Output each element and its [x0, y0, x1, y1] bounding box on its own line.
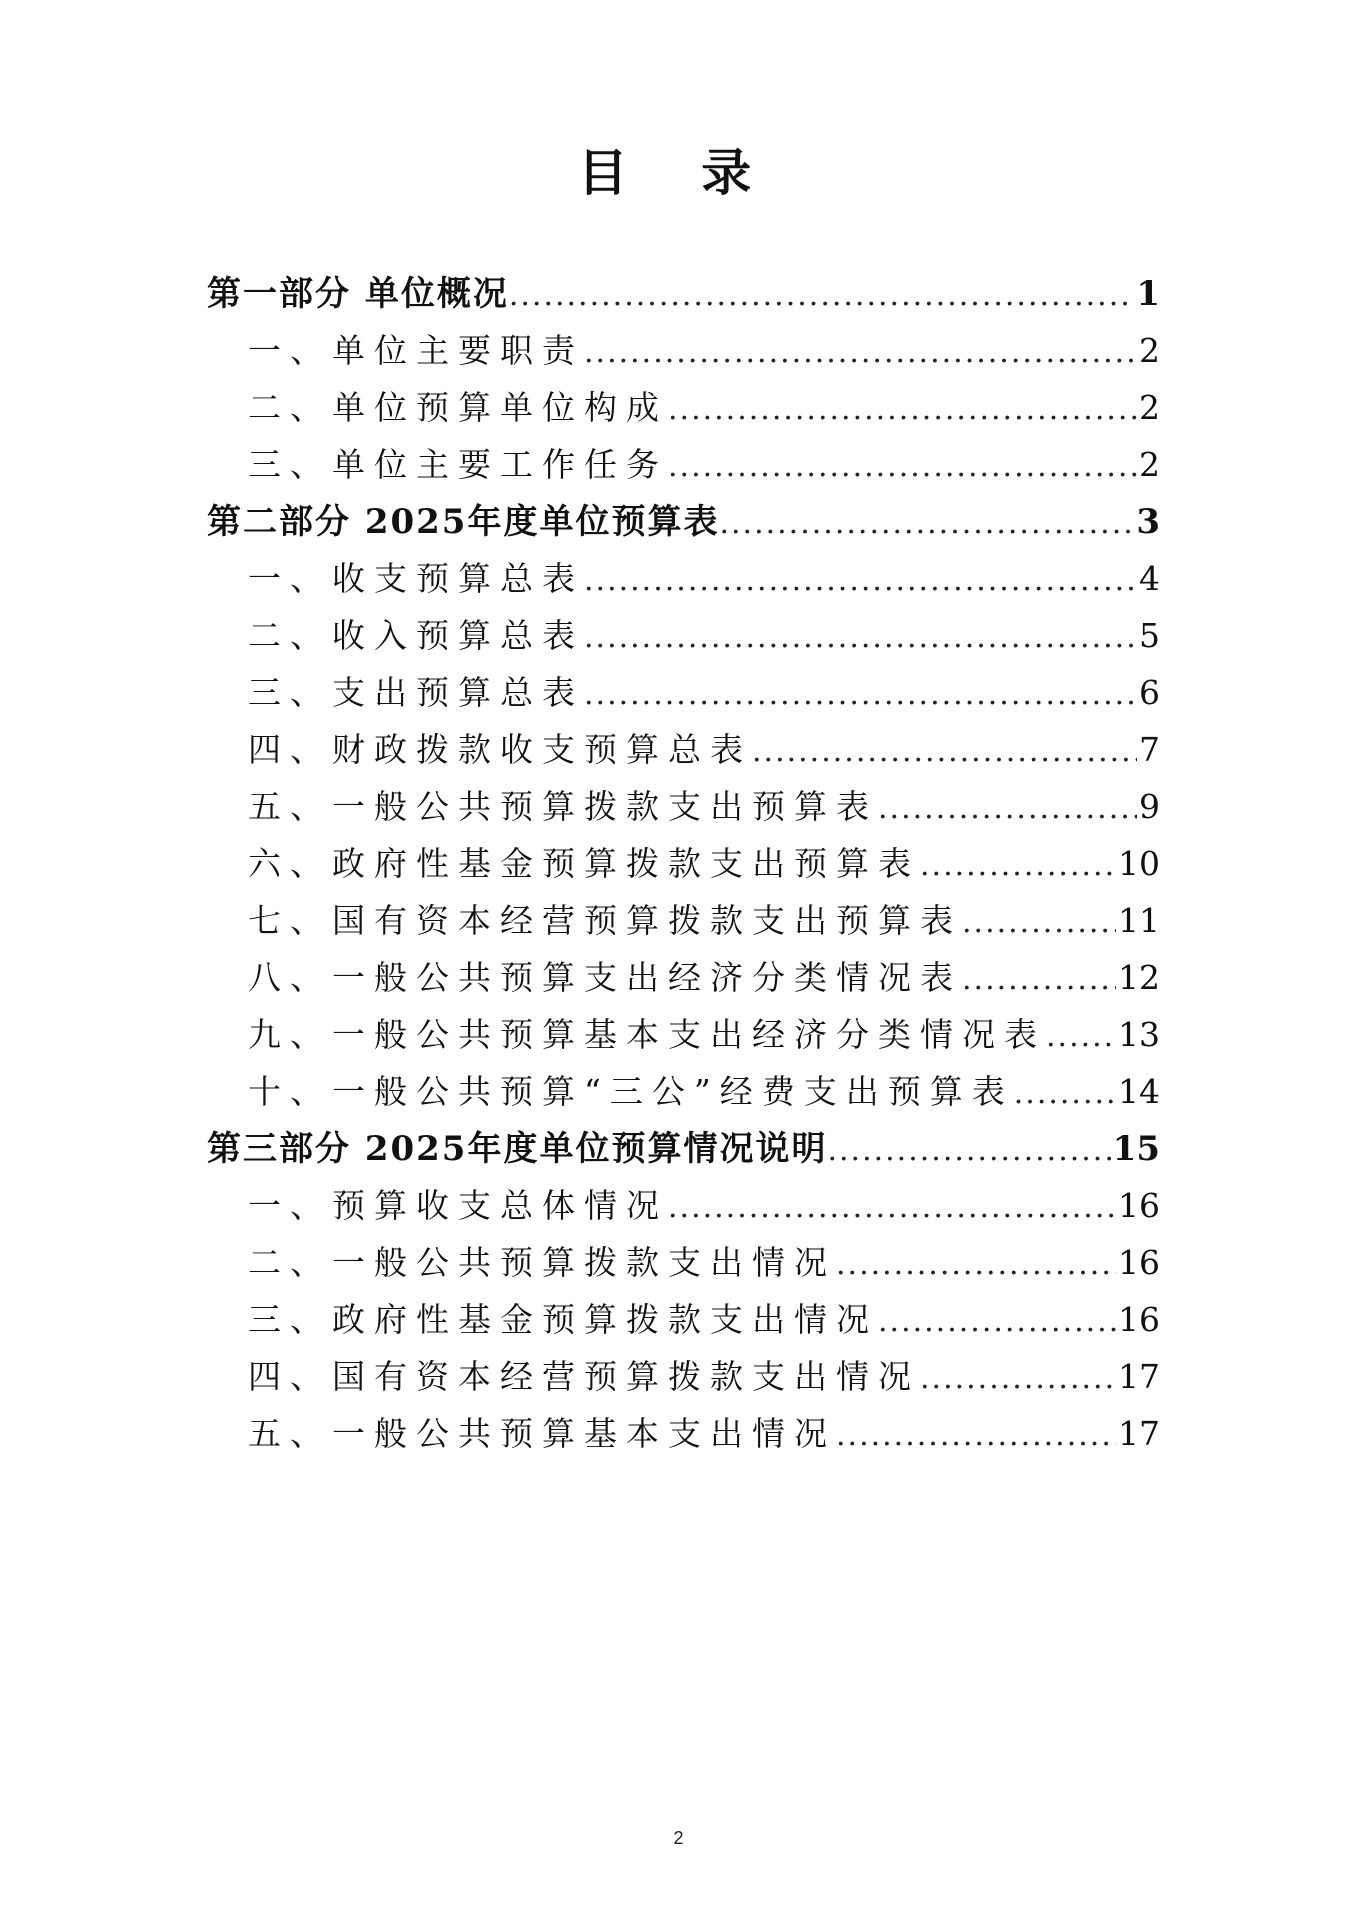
toc-entry-label: 十、一般公共预算“三公”经费支出预算表 [248, 1072, 1014, 1111]
toc-leader-dots [752, 724, 1137, 780]
toc-page-number: 3 [1136, 502, 1160, 542]
toc-item[interactable] [248, 551, 1160, 607]
toc-entry-label: 第二部分 2025年度单位预算表 [207, 502, 720, 542]
toc-leader-dots [668, 382, 1137, 438]
toc-page-number: 1 [1136, 274, 1160, 314]
toc-leader-dots [920, 838, 1116, 894]
toc-entry-label: 四、国有资本经营预算拨款支出情况 [248, 1357, 920, 1396]
toc-entry-label: 五、一般公共预算拨款支出预算表 [248, 787, 878, 826]
toc-leader-dots [584, 667, 1137, 723]
toc-part[interactable] [207, 266, 1160, 322]
toc-leader-dots [836, 1408, 1116, 1464]
toc-page-number: 9 [1139, 787, 1160, 826]
toc-item[interactable] [248, 1292, 1160, 1348]
toc-page-number: 7 [1139, 730, 1160, 769]
toc-leader-dots [1046, 1009, 1116, 1065]
toc-entry-label: 三、政府性基金预算拨款支出情况 [248, 1300, 878, 1339]
toc-leader-dots [1014, 1066, 1116, 1122]
toc-entry-label: 二、单位预算单位构成 [248, 388, 668, 427]
toc-entry-label: 四、财政拨款收支预算总表 [248, 730, 752, 769]
toc-item[interactable] [248, 722, 1160, 778]
toc-leader-dots [878, 1294, 1116, 1350]
toc-leader-dots [836, 1237, 1116, 1293]
toc-page-number: 17 [1118, 1414, 1160, 1453]
toc-page-number: 12 [1118, 958, 1160, 997]
toc-page-number: 2 [1139, 388, 1160, 427]
toc-entry-label: 七、国有资本经营预算拨款支出预算表 [248, 901, 962, 940]
toc-item[interactable] [248, 779, 1160, 835]
toc-item[interactable] [248, 1349, 1160, 1405]
toc-entry-label: 一、收支预算总表 [248, 559, 584, 598]
toc-part[interactable] [207, 494, 1160, 550]
toc-leader-dots [962, 895, 1116, 951]
toc-page-number: 2 [1139, 445, 1160, 484]
toc-item[interactable] [248, 893, 1160, 949]
toc-leader-dots [668, 1180, 1116, 1236]
toc-page-number: 16 [1118, 1186, 1160, 1225]
toc-page-number: 4 [1139, 559, 1160, 598]
toc-page-number: 10 [1118, 844, 1160, 883]
toc-entry-label: 九、一般公共预算基本支出经济分类情况表 [248, 1015, 1046, 1054]
toc-item[interactable] [248, 1235, 1160, 1291]
toc-item[interactable] [248, 608, 1160, 664]
toc-item[interactable] [248, 437, 1160, 493]
toc-leader-dots [509, 268, 1134, 324]
toc-entry-label: 一、单位主要职责 [248, 331, 584, 370]
toc-leader-dots [668, 439, 1137, 495]
toc-leader-dots [584, 610, 1137, 666]
toc-leader-dots [584, 553, 1137, 609]
toc-item[interactable] [248, 1406, 1160, 1462]
toc-leader-dots [878, 781, 1137, 837]
page-title: 目 录 [577, 143, 780, 202]
toc-page-number: 6 [1139, 673, 1160, 712]
footer-page-number: 2 [673, 1828, 684, 1848]
toc-entry-label: 第一部分 单位概况 [207, 274, 509, 314]
toc-entry-label: 三、单位主要工作任务 [248, 445, 668, 484]
toc-entry-label: 一、预算收支总体情况 [248, 1186, 668, 1225]
toc-item[interactable] [248, 665, 1160, 721]
toc-page-number: 5 [1139, 616, 1160, 655]
toc-page-number: 14 [1118, 1072, 1160, 1111]
toc-item[interactable] [248, 1064, 1160, 1120]
toc-page-number: 15 [1112, 1129, 1160, 1169]
toc-item[interactable] [248, 323, 1160, 379]
toc-leader-dots [827, 1123, 1110, 1179]
toc-leader-dots [962, 952, 1116, 1008]
toc-page-number: 2 [1139, 331, 1160, 370]
toc-page-number: 16 [1118, 1300, 1160, 1339]
toc-item[interactable] [248, 380, 1160, 436]
toc-entry-label: 八、一般公共预算支出经济分类情况表 [248, 958, 962, 997]
toc-item[interactable] [248, 836, 1160, 892]
toc-entry-label: 二、收入预算总表 [248, 616, 584, 655]
toc-entry-label: 二、一般公共预算拨款支出情况 [248, 1243, 836, 1282]
toc-item[interactable] [248, 1178, 1160, 1234]
toc-leader-dots [719, 496, 1134, 552]
toc-part[interactable] [207, 1121, 1160, 1177]
toc-leader-dots [584, 325, 1137, 381]
toc-page-number: 16 [1118, 1243, 1160, 1282]
toc-entry-label: 五、一般公共预算基本支出情况 [248, 1414, 836, 1453]
toc-item[interactable] [248, 950, 1160, 1006]
toc-entry-label: 六、政府性基金预算拨款支出预算表 [248, 844, 920, 883]
toc-entry-label: 第三部分 2025年度单位预算情况说明 [207, 1129, 828, 1169]
toc-page-number: 13 [1118, 1015, 1160, 1054]
toc-item[interactable] [248, 1007, 1160, 1063]
toc-page-number: 11 [1118, 901, 1160, 940]
toc-page-number: 17 [1118, 1357, 1160, 1396]
toc-leader-dots [920, 1351, 1116, 1407]
toc-entry-label: 三、支出预算总表 [248, 673, 584, 712]
